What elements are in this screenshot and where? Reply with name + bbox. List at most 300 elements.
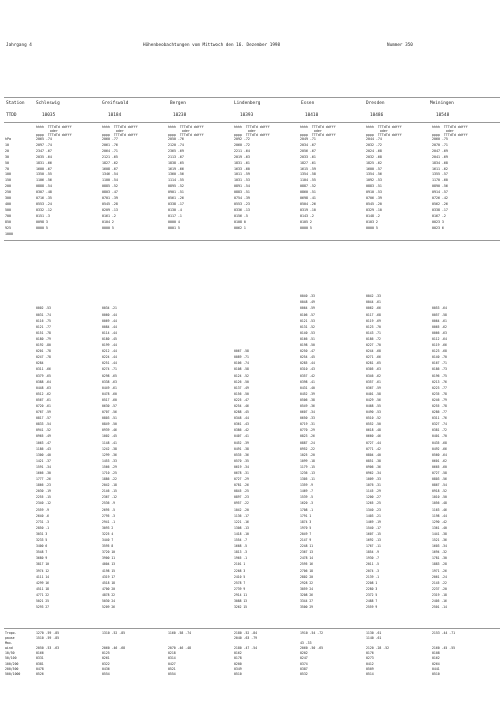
station-column bbox=[36, 631, 59, 677]
table-cell: 0062 -66 bbox=[366, 306, 381, 311]
table-cell: 0897 -23 bbox=[234, 495, 249, 500]
column-header-line: pppp TTTdTd ddfff bbox=[432, 133, 468, 137]
table-cell: 2160 -45 -55 bbox=[432, 646, 456, 651]
table-cell: 0057 -58 bbox=[432, 312, 447, 317]
table-cell: 1418 -10 bbox=[234, 531, 249, 536]
table-cell: 0553 -23 bbox=[234, 201, 250, 206]
table-cell: 1354 -56 bbox=[366, 172, 382, 177]
table-cell: 3900 11 bbox=[102, 556, 116, 561]
table-cell: 0227 -70 bbox=[366, 343, 381, 348]
table-cell: 2211 -64 bbox=[234, 148, 250, 153]
table-cell: 0727 -44 bbox=[366, 440, 381, 445]
document-title: Höhenbeobachtungen vom Mittwoch den 16. Dezember 1998 bbox=[143, 43, 281, 48]
table-cell: 0167 -2 bbox=[432, 213, 446, 218]
table-cell: 1608 -67 bbox=[102, 166, 118, 171]
table-cell: 5030 24 bbox=[102, 598, 116, 603]
table-cell: 1469 -19 bbox=[366, 519, 381, 524]
table-cell: 1310 -52 -85 bbox=[102, 631, 126, 635]
table-cell: 0381 bbox=[36, 661, 44, 666]
table-cell: 1970 5 bbox=[300, 525, 312, 530]
table-cell: 1692 -13 bbox=[366, 538, 381, 543]
table-cell: 0332 -12 bbox=[36, 207, 52, 212]
table-cell: 4004 13 bbox=[102, 562, 116, 567]
table-cell: 0167 -71 bbox=[432, 361, 447, 366]
table-cell: 0329 -10 bbox=[366, 207, 382, 212]
table-cell: 1136 -17 bbox=[234, 513, 249, 518]
table-cell: 0860 -51 bbox=[300, 190, 316, 195]
table-cell: 0570 -35 bbox=[234, 458, 249, 463]
table-cell: 2695 -5 bbox=[102, 507, 116, 512]
table-cell: 2319 -18 bbox=[432, 592, 447, 597]
table-cell: 0156 -50 bbox=[234, 391, 249, 396]
column-header-line: oder bbox=[366, 129, 388, 133]
level-label: 50 bbox=[5, 160, 9, 165]
table-cell: 0166 bbox=[36, 651, 44, 656]
table-cell: 3233 5 bbox=[36, 538, 48, 543]
table-cell bbox=[168, 604, 230, 610]
table-cell: 0201 -78 bbox=[36, 349, 51, 354]
table-cell: 1106 -56 bbox=[36, 178, 52, 183]
table-cell: 0247 -78 bbox=[36, 355, 51, 360]
table-cell: 2042 -18 bbox=[102, 483, 117, 488]
table-cell: 0250 -47 bbox=[300, 349, 315, 354]
station-column bbox=[102, 137, 118, 232]
column-header-line: pppp TTTdTd ddfff bbox=[102, 133, 138, 137]
table-cell: 2041 -69 bbox=[432, 154, 448, 159]
table-cell: 0218 bbox=[168, 651, 176, 656]
table-cell: 3208 26 bbox=[300, 592, 314, 597]
table-cell: 2034 -67 bbox=[300, 142, 316, 147]
table-cell: 0114 -44 bbox=[102, 330, 117, 335]
table-cell: 0137 -49 bbox=[234, 385, 249, 390]
table-cell: 0060 -44 bbox=[102, 312, 117, 317]
table-cell: 1767 -11 bbox=[366, 544, 381, 549]
table-cell: 1566 -29 bbox=[102, 464, 117, 469]
table-cell: 0554 bbox=[168, 671, 176, 676]
row-label: 500/1000 bbox=[5, 671, 21, 676]
table-cell: 2280 3 bbox=[366, 586, 378, 591]
table-cell: 0338 -17 bbox=[432, 207, 448, 212]
column-header-line: pppp TTTdTd ddfff bbox=[36, 133, 72, 137]
table-cell: 1591 -34 bbox=[36, 464, 51, 469]
table-cell: 0224 -44 bbox=[102, 355, 117, 360]
table-cell: 0042 -33 bbox=[366, 294, 381, 299]
table-cell: 0509 bbox=[366, 666, 374, 671]
column-header bbox=[102, 125, 138, 137]
table-cell: 2595 16 bbox=[300, 562, 314, 567]
table-cell: 2405 -16 bbox=[432, 598, 447, 603]
level-column bbox=[5, 137, 25, 237]
station-id-row bbox=[0, 113, 504, 121]
table-cell: 1600 -57 bbox=[366, 166, 382, 171]
table-cell: 0065 -62 bbox=[432, 324, 447, 329]
table-cell: 2065 -74 bbox=[36, 137, 52, 141]
table-cell: 0199 -44 bbox=[102, 343, 117, 348]
table-cell: 1825 -62 bbox=[366, 160, 382, 165]
table-cell: 0143 -71 bbox=[366, 330, 381, 335]
table-cell: 0770 -29 bbox=[300, 428, 315, 433]
table-cell: 0034 -21 bbox=[102, 306, 117, 311]
table-cell: 0357 -42 bbox=[300, 373, 315, 378]
table-cell: 1355 -57 bbox=[432, 172, 448, 177]
table-cell: 0123 -70 bbox=[366, 324, 381, 329]
table-cell: 1350 -55 bbox=[36, 172, 52, 177]
table-cell: 1403 -21 bbox=[366, 513, 381, 518]
table-cell: 2146 -15 bbox=[102, 489, 117, 494]
table-cell: 0104 2 bbox=[102, 219, 114, 224]
station-column bbox=[234, 137, 250, 232]
table-cell: 0143 -2 bbox=[300, 213, 314, 218]
table-cell: 0561 -26 bbox=[168, 196, 184, 201]
table-cell: 2050 -76 bbox=[168, 137, 184, 141]
table-cell: 2060 -46 -68 bbox=[102, 646, 126, 651]
table-cell: 0388 -64 bbox=[36, 379, 51, 384]
table-cell: 1140 -61 bbox=[366, 636, 382, 641]
column-header-line: pppp TTTdTd ddfff bbox=[234, 133, 270, 137]
table-cell: 2101 1 bbox=[234, 562, 246, 567]
table-cell: 0178 bbox=[234, 656, 242, 661]
table-cell: 0398 -41 bbox=[300, 379, 315, 384]
column-header bbox=[366, 125, 402, 137]
table-cell: 0701 -39 bbox=[102, 196, 118, 201]
station-column bbox=[168, 137, 184, 232]
table-cell: 0891 -54 bbox=[234, 184, 250, 189]
row-label: 50/100 bbox=[5, 656, 17, 661]
table-cell: 2060 -77 bbox=[102, 137, 118, 141]
table-cell: 1186 -43 bbox=[36, 446, 51, 451]
table-cell: 1539 -5 bbox=[300, 495, 314, 500]
level-label: 400 bbox=[5, 201, 11, 206]
table-cell: 2180 -52 -84 bbox=[234, 631, 258, 635]
table-cell: 0023 3 bbox=[432, 219, 444, 224]
table-cell: 0348 -44 bbox=[234, 416, 249, 421]
table-cell: 0906 -36 bbox=[366, 464, 381, 469]
station-label: Station bbox=[6, 101, 25, 106]
table-cell: 2139 -1 bbox=[366, 574, 380, 579]
table-cell: 0650 -33 bbox=[300, 416, 315, 421]
level-label: 300 bbox=[5, 196, 11, 201]
table-cell: 5209 26 bbox=[102, 605, 116, 610]
table-cell: 0067 -58 bbox=[234, 349, 249, 354]
level-label: hPa bbox=[5, 137, 11, 141]
table-cell: 1521 -36 bbox=[432, 538, 447, 543]
table-cell: 0521 bbox=[168, 666, 176, 671]
issue-number: Nummer 350 bbox=[387, 43, 413, 48]
station-id: 10410 bbox=[305, 113, 319, 118]
table-cell: 0962 -34 bbox=[366, 471, 381, 475]
table-cell: 1354 -58 bbox=[300, 172, 316, 177]
table-cell: 0121 -77 bbox=[36, 324, 51, 329]
table-cell: 0310 -43 bbox=[300, 367, 315, 372]
table-cell: 0192 -80 bbox=[36, 343, 51, 348]
table-cell: 0504 -26 bbox=[300, 201, 316, 206]
table-cell: 2365 -69 bbox=[168, 148, 184, 153]
table-cell: 2032 -72 bbox=[366, 142, 382, 147]
table-cell: 0151 -3 bbox=[36, 213, 50, 218]
table-cell: 0338 -17 bbox=[168, 201, 184, 206]
table-cell: 1441 -38 bbox=[432, 531, 447, 536]
table-cell: 1930 -7 bbox=[366, 556, 380, 561]
level-label: 250 bbox=[5, 190, 11, 195]
table-cell: 2180 -47 -54 bbox=[234, 646, 258, 651]
level-label: 850 bbox=[5, 219, 11, 224]
table-cell: 0223 -77 bbox=[432, 385, 447, 390]
table-cell: 2731 -3 bbox=[36, 519, 50, 524]
table-cell: 0441 bbox=[432, 666, 440, 671]
table-cell: 0000 5 bbox=[366, 225, 378, 230]
station-id: 10548 bbox=[436, 113, 450, 118]
table-cell: 4878 22 bbox=[102, 592, 116, 597]
station-id: 10486 bbox=[370, 113, 384, 118]
table-cell: 3974 12 bbox=[36, 568, 50, 573]
table-cell: 2153 -44 -71 bbox=[432, 631, 456, 635]
table-cell: 0767 -59 bbox=[36, 410, 51, 415]
table-cell: 1056 -48 bbox=[432, 501, 447, 506]
table-cell: 1453 -33 bbox=[102, 458, 117, 463]
table-cell: 0510 bbox=[234, 671, 242, 676]
column-header bbox=[36, 125, 72, 137]
table-cell: 2340 -12 bbox=[36, 501, 51, 506]
table-cell: 1179 -15 bbox=[300, 464, 315, 469]
table-cell: 0914 -57 bbox=[432, 190, 448, 195]
column-header-line: hhhh TTTdTd ddfff bbox=[102, 125, 138, 129]
column-header bbox=[432, 125, 468, 137]
station-column bbox=[234, 275, 296, 610]
table-cell: 0064 -59 bbox=[300, 306, 315, 311]
table-cell: 0108 0 bbox=[234, 219, 246, 224]
column-header-line: oder bbox=[102, 129, 124, 133]
table-cell: 3225 4 bbox=[102, 531, 114, 536]
table-cell: 2578 7 bbox=[234, 580, 246, 585]
table-cell: 2928 22 bbox=[300, 580, 314, 585]
table-cell: 1092 -53 bbox=[366, 178, 382, 183]
table-cell: 1633 -60 bbox=[234, 166, 250, 171]
table-cell: 0560 -64 bbox=[432, 452, 447, 457]
table-cell: 0066 -63 bbox=[432, 330, 447, 335]
table-cell: 0436 bbox=[102, 666, 110, 671]
table-cell: 2092 -72 bbox=[234, 137, 250, 141]
table-cell: 2121 -65 bbox=[102, 154, 118, 159]
table-cell: 0098 3 bbox=[36, 219, 48, 224]
table-cell: 1160 -58 -74 bbox=[168, 631, 192, 635]
table-cell: 4511 18 bbox=[36, 586, 50, 591]
table-cell: 0720 -61 bbox=[36, 403, 51, 408]
table-cell: 1025 -20 bbox=[300, 452, 315, 457]
table-cell: 0198 -50 bbox=[300, 343, 315, 348]
table-cell: 0273 bbox=[366, 656, 374, 661]
table-cell: 2040 -63 -79 bbox=[234, 636, 258, 641]
table-cell: 2044 -74 bbox=[366, 137, 382, 141]
table-cell: 1708 -1 bbox=[300, 507, 314, 512]
table-cell: 0719 -31 bbox=[300, 422, 315, 427]
table-cell: 2795 -3 bbox=[102, 513, 116, 518]
label-column bbox=[5, 631, 20, 677]
table-cell: 0130 -4 bbox=[168, 207, 182, 212]
table-cell: 1554 -7 bbox=[234, 538, 248, 543]
table-cell: 2536 -9 bbox=[102, 501, 116, 506]
column-header-line: hhhh TTTdTd ddfff bbox=[366, 125, 402, 129]
table-cell: 2237 -20 bbox=[432, 586, 447, 591]
table-cell: 3400 6 bbox=[36, 544, 48, 549]
table-cell: 1421 -37 bbox=[36, 458, 51, 463]
level-label: 100 bbox=[5, 172, 11, 177]
table-cell: 2739 9 bbox=[234, 586, 246, 591]
table-cell: 0401 -58 bbox=[366, 391, 381, 396]
table-cell: 1042 -20 bbox=[234, 507, 249, 512]
table-cell: 0851 -38 bbox=[366, 458, 381, 463]
table-cell: 3059 24 bbox=[300, 586, 314, 591]
table-cell: 0427 bbox=[168, 661, 176, 666]
table-cell: 3031 3 bbox=[36, 531, 48, 536]
table-cell: 1031 -53 bbox=[234, 178, 250, 183]
table-cell: 2255 -15 bbox=[36, 495, 51, 500]
table-cell: 0952 -22 bbox=[300, 446, 315, 451]
table-cell: 0112 -64 bbox=[432, 336, 447, 341]
table-cell: 0429 -56 bbox=[366, 397, 381, 402]
table-cell: 0514 bbox=[366, 671, 374, 676]
table-cell: 0048 -49 bbox=[300, 300, 315, 305]
table-cell: 0965 -49 bbox=[36, 434, 51, 439]
level-label: 700 bbox=[5, 213, 11, 218]
table-cell: 0108 -58 bbox=[234, 367, 249, 372]
table-cell: 0281 -65 bbox=[366, 361, 381, 366]
table-cell: 0125 bbox=[102, 651, 110, 656]
table-cell: 4771 22 bbox=[36, 592, 50, 597]
table-cell: 1831 -61 bbox=[234, 160, 250, 165]
table-cell: 0379 -65 bbox=[36, 373, 51, 378]
table-cell: 2050 -53 -63 bbox=[36, 646, 60, 651]
station-column bbox=[102, 631, 125, 677]
table-cell: 2061 -76 bbox=[102, 142, 118, 147]
table-cell: 0607 -34 bbox=[300, 410, 315, 415]
table-cell: 0202 bbox=[300, 651, 308, 656]
table-cell: 0803 -56 bbox=[432, 477, 447, 482]
table-cell: 2113 -67 bbox=[168, 154, 184, 159]
table-cell: 0918 -52 bbox=[432, 489, 447, 494]
volume-label: Jahrgang 4 bbox=[6, 43, 32, 48]
table-cell: 1854 -9 bbox=[366, 550, 380, 555]
table-cell: 0698 -41 bbox=[300, 196, 316, 201]
table-cell: 2019 -63 bbox=[234, 154, 250, 159]
table-cell: 1838 -65 bbox=[168, 160, 184, 165]
table-cell: 0552 -50 bbox=[366, 422, 381, 427]
table-cell: 0492 -66 bbox=[432, 446, 447, 451]
table-cell: 3548 7 bbox=[36, 550, 48, 555]
table-cell: 3595 8 bbox=[102, 544, 114, 549]
table-cell: 0186 -72 bbox=[366, 336, 381, 341]
table-cell: 0526 bbox=[36, 671, 44, 676]
table-cell: 2372 5 bbox=[366, 592, 378, 597]
table-cell: 0254 -46 bbox=[234, 403, 249, 408]
station-id: 10393 bbox=[240, 113, 254, 118]
table-cell: 0781 -26 bbox=[234, 483, 249, 488]
table-cell: 0901 -51 bbox=[168, 190, 184, 195]
table-cell: 2061 -24 bbox=[432, 574, 447, 579]
table-cell: 0491 -38 bbox=[234, 446, 249, 451]
level-label: 70 bbox=[5, 166, 9, 171]
column-header-line: oder bbox=[300, 129, 322, 133]
table-cell: 0833 -54 bbox=[36, 422, 51, 427]
table-cell: 2074 -3 bbox=[366, 568, 380, 573]
table-cell: 3500 29 bbox=[300, 605, 314, 610]
table-cell: 1221 -16 bbox=[234, 519, 249, 524]
table-cell: 1607 -15 bbox=[366, 531, 381, 536]
table-cell: 0140 -70 bbox=[432, 355, 447, 360]
table-cell: 2070 -71 bbox=[432, 142, 448, 147]
table-cell: 0180 -45 bbox=[102, 336, 117, 341]
table-cell: 1813 -3 bbox=[234, 550, 248, 555]
table-cell: 0412 bbox=[366, 661, 374, 666]
table-cell: 0535 -36 bbox=[234, 452, 249, 457]
table-cell: 2268 3 bbox=[234, 568, 246, 573]
table-cell: 1242 -38 bbox=[102, 446, 117, 451]
station-column bbox=[36, 137, 52, 232]
table-cell: 3344 27 bbox=[300, 598, 314, 603]
table-cell: 1340 -23 bbox=[366, 507, 381, 512]
table-cell: 0031 -74 bbox=[36, 312, 51, 317]
table-cell: 3262 15 bbox=[234, 605, 248, 610]
table-cell: 0251 -44 bbox=[102, 361, 117, 366]
table-cell: 1063 -47 bbox=[36, 440, 51, 445]
table-cell: 0162 bbox=[234, 651, 242, 656]
table-cell: 0186 -73 bbox=[432, 367, 447, 372]
table-cell: 0665 -60 bbox=[432, 464, 447, 469]
table-cell: 1360 -56 bbox=[168, 172, 184, 177]
table-cell: 0244 -68 bbox=[366, 349, 381, 354]
station-column bbox=[102, 275, 164, 610]
table-cell: 0887 -24 bbox=[300, 440, 315, 445]
table-cell: 0478 bbox=[36, 666, 44, 671]
table-cell: 0119 -66 bbox=[432, 343, 447, 348]
table-cell: 1603 -34 bbox=[432, 544, 447, 549]
column-header-line: pppp TTTdTd ddfff bbox=[168, 133, 204, 137]
table-cell: 2011 -5 bbox=[366, 562, 380, 567]
table-cell: 0235 -78 bbox=[432, 391, 447, 396]
level-label: 200 bbox=[5, 184, 11, 189]
table-cell: 0707 -56 bbox=[102, 410, 117, 415]
table-cell: 2035 -64 bbox=[36, 154, 52, 159]
table-cell: 0883 -51 bbox=[366, 184, 382, 189]
column-header-line: hhhh TTTdTd ddfff bbox=[234, 125, 270, 129]
table-cell: 2478 14 bbox=[300, 556, 314, 561]
table-cell: 0452 -39 bbox=[300, 391, 315, 396]
table-cell: 1611 -62 bbox=[432, 166, 448, 171]
table-cell: 4319 17 bbox=[102, 574, 116, 579]
station-column bbox=[234, 631, 257, 677]
table-cell: 0601 -62 bbox=[432, 458, 447, 463]
level-label: 30 bbox=[5, 154, 9, 159]
table-cell: 1308 -13 bbox=[234, 525, 249, 530]
table-cell: 2501 -14 bbox=[432, 605, 447, 610]
table-cell: 1510 -59 -85 bbox=[36, 636, 60, 641]
table-cell: 1883 -28 bbox=[432, 562, 447, 567]
table-cell: 43 -33 bbox=[300, 641, 312, 646]
table-cell: 0660 -46 bbox=[366, 434, 381, 439]
station-column bbox=[366, 137, 382, 232]
table-cell: 0545 -28 bbox=[102, 201, 118, 206]
row-label: 10/50 bbox=[5, 651, 15, 656]
table-cell: 1910 -54 -72 bbox=[300, 631, 324, 635]
table-cell: 0726 -42 bbox=[432, 196, 448, 201]
station-name: Dresden bbox=[366, 101, 385, 106]
table-cell: 2145 -22 bbox=[432, 580, 447, 585]
table-cell: 1076 -31 bbox=[366, 483, 381, 488]
row-label: Tropo- bbox=[5, 631, 17, 635]
station-column bbox=[300, 275, 362, 610]
table-cell: 0000 5 bbox=[300, 225, 312, 230]
level-label: 20 bbox=[5, 148, 9, 153]
table-cell: 0311 -66 bbox=[36, 367, 51, 372]
